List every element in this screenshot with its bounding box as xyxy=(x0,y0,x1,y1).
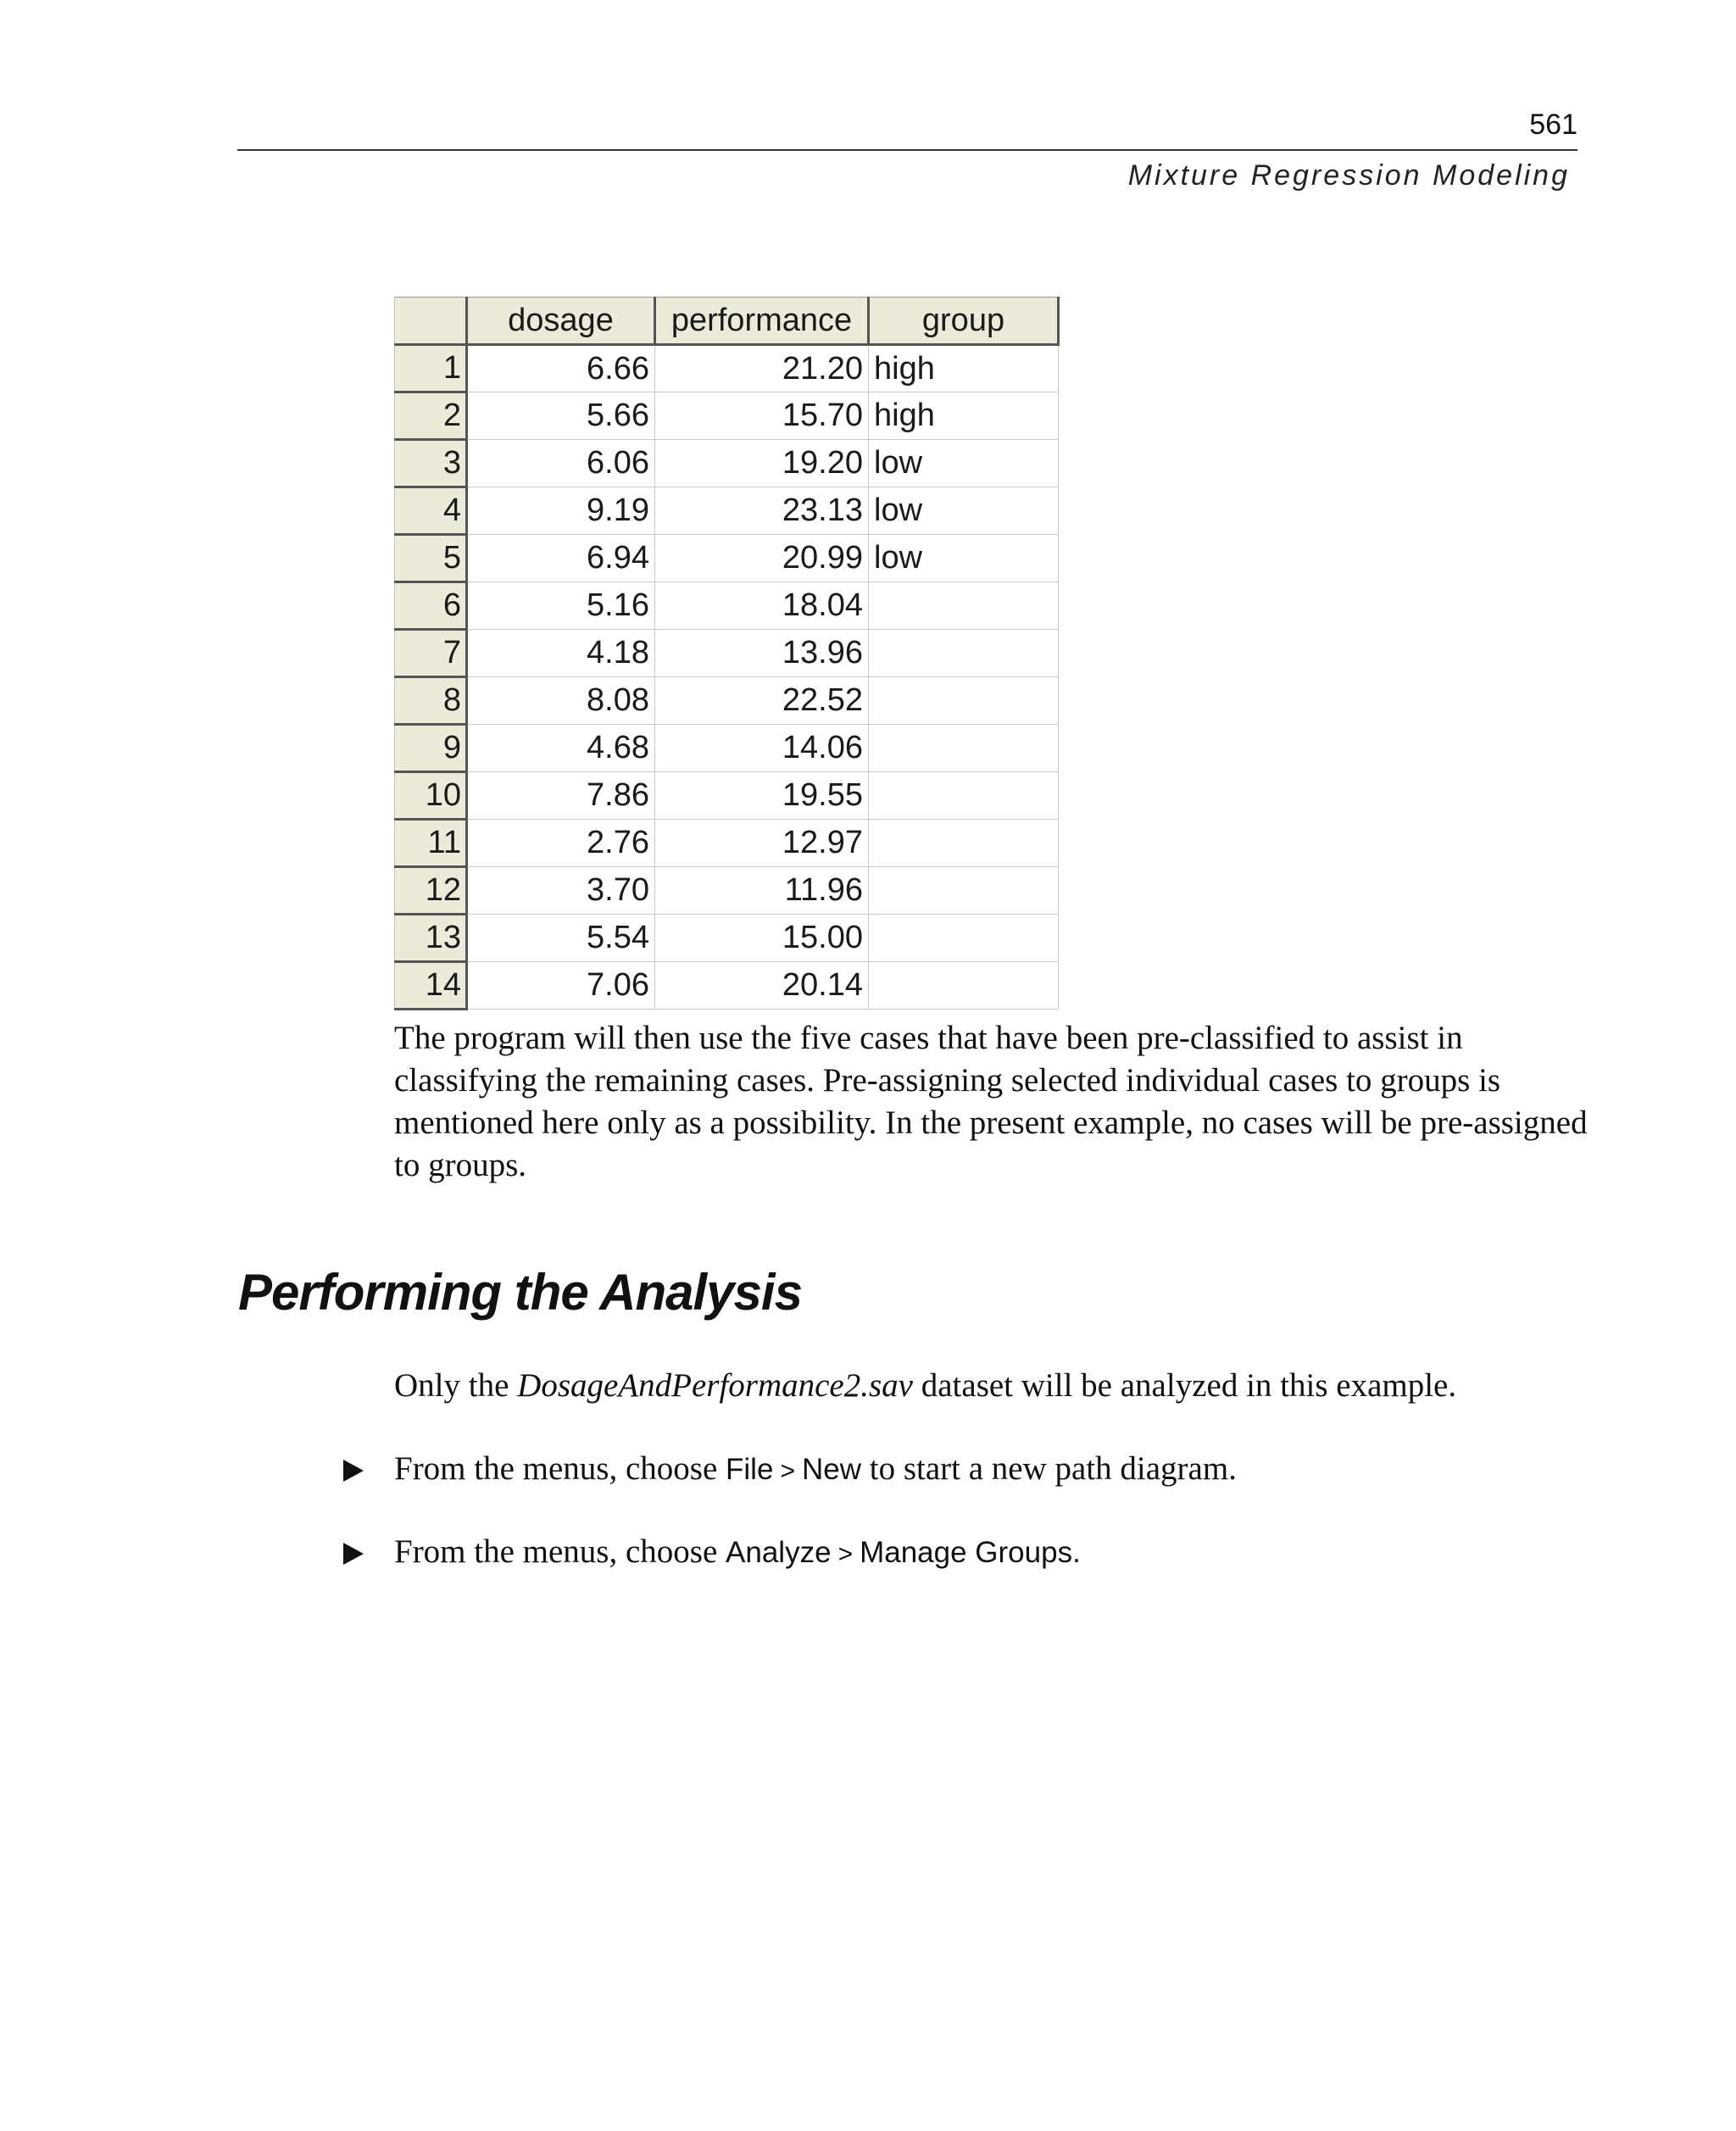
cell-dosage[interactable]: 6.66 xyxy=(467,345,655,392)
row-number[interactable]: 1 xyxy=(395,345,467,392)
cell-performance[interactable]: 20.99 xyxy=(655,535,869,582)
dataset-filename: DosageAndPerformance2.sav xyxy=(517,1367,913,1404)
cell-group[interactable]: high xyxy=(869,392,1059,440)
menu-separator: > xyxy=(837,1540,854,1568)
data-view-grid xyxy=(394,297,1060,1010)
row-number[interactable]: 9 xyxy=(395,725,467,772)
table-row xyxy=(395,915,1059,962)
row-number[interactable]: 6 xyxy=(395,582,467,630)
row-number[interactable]: 12 xyxy=(395,867,467,915)
cell-dosage[interactable]: 5.66 xyxy=(467,392,655,440)
column-header-group[interactable]: group xyxy=(869,298,1059,345)
cell-dosage[interactable]: 3.70 xyxy=(467,867,655,915)
bullet-triangle-icon xyxy=(343,1460,364,1482)
cell-dosage[interactable]: 6.94 xyxy=(467,535,655,582)
cell-dosage[interactable]: 4.68 xyxy=(467,725,655,772)
cell-performance[interactable]: 14.06 xyxy=(655,725,869,772)
menu-analyze: Analyze xyxy=(726,1536,832,1569)
cell-dosage[interactable]: 2.76 xyxy=(467,820,655,867)
table-row xyxy=(395,867,1059,915)
row-number[interactable]: 5 xyxy=(395,535,467,582)
page-number: 561 xyxy=(1529,108,1577,141)
grid-corner[interactable] xyxy=(395,298,467,345)
cell-group[interactable] xyxy=(869,582,1059,630)
cell-group[interactable] xyxy=(869,915,1059,962)
cell-dosage[interactable]: 8.08 xyxy=(467,677,655,725)
table-row xyxy=(395,582,1059,630)
cell-group[interactable]: high xyxy=(869,345,1059,392)
row-number[interactable]: 7 xyxy=(395,630,467,677)
menu-item-new: New xyxy=(801,1453,861,1486)
cell-performance[interactable]: 19.55 xyxy=(655,772,869,820)
grid-header-row xyxy=(395,298,1059,345)
table-row xyxy=(395,440,1059,487)
cell-performance[interactable]: 23.13 xyxy=(655,487,869,535)
cell-performance[interactable]: 15.70 xyxy=(655,392,869,440)
cell-group[interactable] xyxy=(869,867,1059,915)
step1-suffix: to start a new path diagram. xyxy=(861,1450,1237,1487)
table-row xyxy=(395,820,1059,867)
column-header-dosage[interactable]: dosage xyxy=(467,298,655,345)
running-head: Mixture Regression Modeling xyxy=(1127,159,1570,192)
step-new-diagram xyxy=(343,1448,1237,1493)
table-row xyxy=(395,725,1059,772)
menu-file: File xyxy=(726,1453,774,1486)
row-number[interactable]: 2 xyxy=(395,392,467,440)
body-paragraph: The program will then use the five cases that have been pre-classified to assist in classifying the remaining cases. Pre-assigning selected individual cases to groups is mentioned here only as a possibility. In the present example, no cases will be pre-assigned to groups. xyxy=(394,1020,1588,1183)
grid-body xyxy=(395,345,1059,1010)
row-number[interactable]: 4 xyxy=(395,487,467,535)
row-number[interactable]: 11 xyxy=(395,820,467,867)
table-row xyxy=(395,630,1059,677)
dataset-paragraph xyxy=(394,1365,1456,1407)
cell-group[interactable] xyxy=(869,677,1059,725)
row-number[interactable]: 13 xyxy=(395,915,467,962)
table-row xyxy=(395,535,1059,582)
step2-prefix: From the menus, choose xyxy=(394,1533,726,1570)
cell-group[interactable] xyxy=(869,772,1059,820)
cell-dosage[interactable]: 6.06 xyxy=(467,440,655,487)
row-number[interactable]: 10 xyxy=(395,772,467,820)
step-manage-groups xyxy=(343,1531,1081,1576)
header-rule xyxy=(237,149,1577,151)
cell-group[interactable] xyxy=(869,820,1059,867)
cell-performance[interactable]: 21.20 xyxy=(655,345,869,392)
menu-separator: > xyxy=(780,1457,795,1485)
cell-dosage[interactable]: 5.16 xyxy=(467,582,655,630)
table-row xyxy=(395,345,1059,392)
section-heading: Performing the Analysis xyxy=(238,1264,802,1321)
row-number[interactable]: 14 xyxy=(395,962,467,1010)
cell-performance[interactable]: 18.04 xyxy=(655,582,869,630)
para2-after: dataset will be analyzed in this example. xyxy=(912,1367,1457,1404)
row-number[interactable]: 3 xyxy=(395,440,467,487)
row-number[interactable]: 8 xyxy=(395,677,467,725)
table-row xyxy=(395,392,1059,440)
table-row xyxy=(395,487,1059,535)
cell-dosage[interactable]: 7.86 xyxy=(467,772,655,820)
cell-performance[interactable]: 13.96 xyxy=(655,630,869,677)
cell-dosage[interactable]: 4.18 xyxy=(467,630,655,677)
cell-dosage[interactable]: 9.19 xyxy=(467,487,655,535)
cell-group[interactable]: low xyxy=(869,535,1059,582)
table-row xyxy=(395,677,1059,725)
cell-performance[interactable]: 20.14 xyxy=(655,962,869,1010)
cell-group[interactable] xyxy=(869,962,1059,1010)
bullet-triangle-icon xyxy=(343,1543,364,1565)
table-row xyxy=(395,962,1059,1010)
table-row xyxy=(395,772,1059,820)
cell-dosage[interactable]: 7.06 xyxy=(467,962,655,1010)
cell-group[interactable] xyxy=(869,725,1059,772)
column-header-performance[interactable]: performance xyxy=(655,298,869,345)
step1-prefix: From the menus, choose xyxy=(394,1450,726,1487)
cell-performance[interactable]: 19.20 xyxy=(655,440,869,487)
cell-performance[interactable]: 11.96 xyxy=(655,867,869,915)
cell-performance[interactable]: 15.00 xyxy=(655,915,869,962)
cell-group[interactable]: low xyxy=(869,487,1059,535)
cell-group[interactable]: low xyxy=(869,440,1059,487)
para2-before: Only the xyxy=(394,1367,518,1404)
cell-dosage[interactable]: 5.54 xyxy=(467,915,655,962)
cell-performance[interactable]: 12.97 xyxy=(655,820,869,867)
cell-group[interactable] xyxy=(869,630,1059,677)
cell-performance[interactable]: 22.52 xyxy=(655,677,869,725)
menu-item-manage-groups: Manage Groups. xyxy=(860,1536,1081,1569)
